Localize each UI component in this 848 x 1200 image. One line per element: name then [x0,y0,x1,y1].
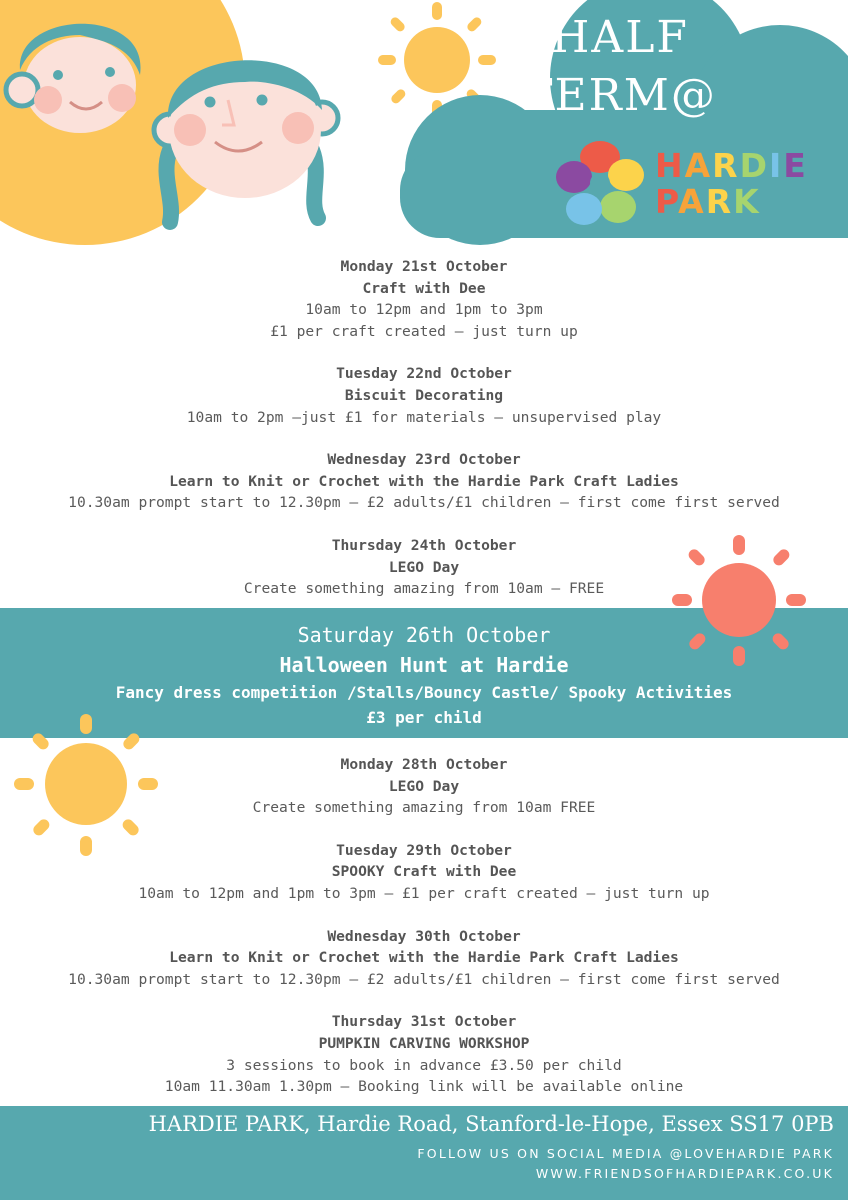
event-info: £1 per craft created – just turn up [270,322,578,340]
event-date: Tuesday 29th October [336,841,512,859]
event-info: 10am to 2pm –just £1 for materials – unsupervised play [186,408,662,426]
event-info: 10am to 12pm and 1pm to 3pm – £1 per craft created – just turn up [138,884,710,902]
event-date: Monday 21st October [340,258,508,275]
event-info: 10am to 12pm and 1pm to 3pm [305,301,543,319]
event-info: 3 sessions to book in advance £3.50 per child [226,1056,622,1074]
event-name: Craft with Dee [362,279,486,297]
event-date: Thursday 24th October [331,536,517,554]
highlight-price: £3 per child [366,708,482,727]
event-item [0,840,848,905]
event-item [0,754,848,819]
brand-park: PARK [655,182,761,221]
event-info: 10am 11.30am 1.30pm – Booking link will be available online [164,1078,684,1096]
event-info: Create something amazing from 10am FREE [252,799,596,817]
event-item [0,926,848,991]
events-bottom-list [0,754,848,1119]
event-info: 10.30am prompt start to 12.30pm – £2 adults/£1 children – first come first served [68,970,780,988]
highlight-date: Saturday 26th October [297,623,551,647]
event-info: 10.30am prompt start to 12.30pm – £2 adults/£1 children – first come first served [68,494,780,512]
event-name: SPOOKY Craft with Dee [331,863,517,881]
footer-website-link[interactable]: WWW.FRIENDSOFHARDIEPARK.CO.UK [535,1166,834,1181]
event-item [0,449,848,514]
event-date: Monday 28th October [340,756,508,773]
event-name: Learn to Knit or Crochet with the Hardie Park Craft Ladies [169,472,679,490]
title-term: TERM@ [523,70,717,121]
event-name: LEGO Day [388,777,460,795]
event-date: Wednesday 23rd October [327,451,521,469]
highlight-name: Halloween Hunt at Hardie [279,653,569,677]
event-name: Biscuit Decorating [344,386,504,404]
event-name: Learn to Knit or Crochet with the Hardie Park Craft Ladies [169,949,679,967]
highlight-event [0,620,848,730]
event-info: Create something amazing from 10am – FREE [243,580,605,598]
event-item [0,1011,848,1097]
event-item [0,256,848,342]
event-date: Wednesday 30th October [327,927,521,945]
event-date: Tuesday 22nd October [336,365,512,383]
event-name: PUMPKIN CARVING WORKSHOP [318,1034,530,1052]
highlight-info: Fancy dress competition /Stalls/Bouncy Castle/ Spooky Activities [115,683,733,702]
event-item [0,363,848,428]
brand-hardie: HARDIE [655,146,808,185]
event-name: LEGO Day [388,558,460,576]
footer-social[interactable]: FOLLOW US ON SOCIAL MEDIA @LOVEHARDIE PARK [417,1146,834,1161]
footer-address: HARDIE PARK, Hardie Road, Stanford-le-Hope, Essex SS17 0PB [148,1112,834,1136]
event-date: Thursday 31st October [331,1013,517,1031]
title-half: HALF [551,12,689,63]
